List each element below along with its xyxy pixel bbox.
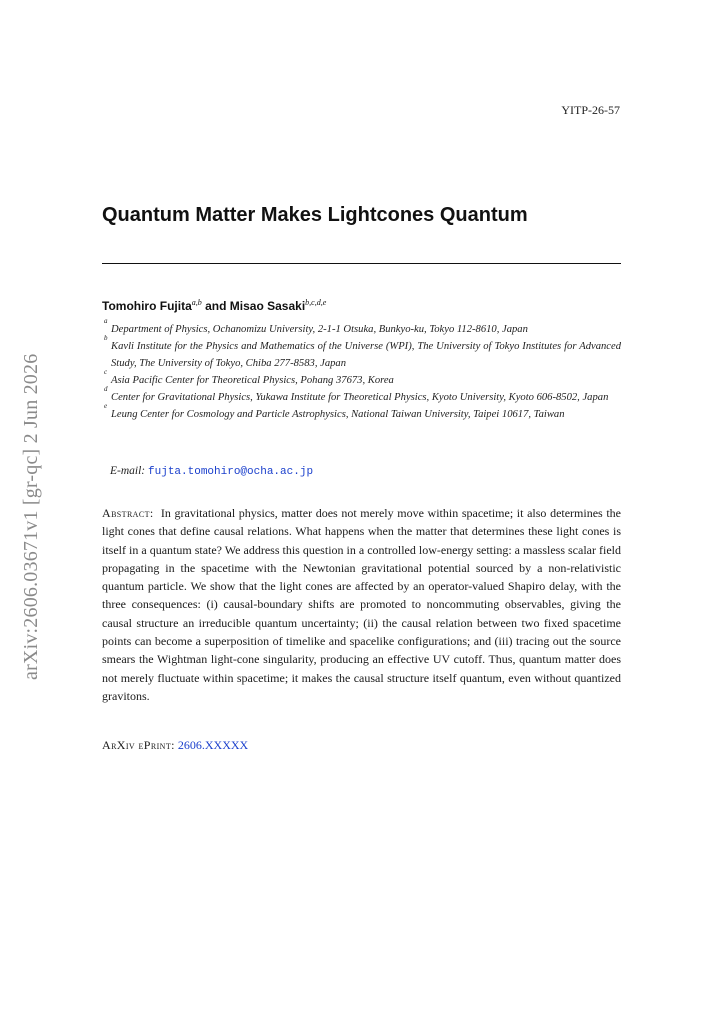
eprint-label: ArXiv ePrint: <box>102 738 175 752</box>
eprint-line <box>102 738 248 753</box>
affiliation-item <box>104 317 621 338</box>
eprint-link[interactable]: 2606.XXXXX <box>177 738 249 752</box>
affiliation-text: Kavli Institute for the Physics and Mathematics of the Universe (WPI), The University of Tokyo Institutes for Advanced Study, The University of Tokyo, Chiba 277-8583, Japan <box>111 341 621 369</box>
abstract-label: Abstract: <box>102 506 154 520</box>
affiliation-item <box>104 334 621 372</box>
abstract <box>102 504 621 705</box>
affiliation-mark: e <box>104 402 108 410</box>
report-number: YITP-26-57 <box>561 103 620 117</box>
affiliation-mark: b <box>104 334 108 342</box>
affiliation-text: Department of Physics, Ochanomizu University, 2-1-1 Otsuka, Bunkyo-ku, Tokyo 112-8610, Japan <box>111 324 528 335</box>
affiliation-text: Asia Pacific Center for Theoretical Physics, Pohang 37673, Korea <box>111 375 394 386</box>
author-list <box>102 298 326 313</box>
affiliation-item <box>104 402 621 423</box>
affiliation-list <box>104 317 621 423</box>
author-affiliation-marks: b,c,d,e <box>305 298 327 307</box>
affiliation-mark: c <box>104 368 108 376</box>
affiliation-text: Center for Gravitational Physics, Yukawa Institute for Theoretical Physics, Kyoto University, Kyoto 606-8502, Japan <box>111 392 609 403</box>
arxiv-identifier-stamp[interactable]: arXiv:2606.03671v1 [gr-qc] 2 Jun 2026 <box>20 353 42 680</box>
author-name: Misao Sasaki <box>229 299 306 313</box>
author-affiliation-marks: a,b <box>191 298 202 307</box>
affiliation-mark: a <box>104 317 108 325</box>
affiliation-mark: d <box>104 385 108 393</box>
affiliation-item <box>104 385 621 406</box>
author-joiner: and <box>201 299 230 313</box>
abstract-text: In gravitational physics, matter does not merely move within spacetime; it also determines the light cones that define causal relations. What happens when the matter that determines these light cones is itself in a quantum state? We address this question in a controlled low-energy setting: a massless scalar field propagating in the spacetime with the Newtonian gravitational potential sourced by a non-relativistic quantum particle. We show that the light cones are affected by an operator-valued Shapiro delay, with the three consequences: (i) causal-boundary shifts are promoted to noncommuting observables, giving the causal structure an irreducible quantum uncertainty; (ii) the causal relation between two fixed spacetime points can become a superposition of timelike and spacelike configurations; and (iii) tracing out the source smears the Wightman light-cone singularity, producing an effective UV cutoff. Thus, quantum matter does not merely fluctuate within spacetime; it makes the causal structure itself quantum, even without quantized gravitons. <box>102 506 622 703</box>
email-link[interactable]: fujta.tomohiro@ocha.ac.jp <box>148 466 314 478</box>
affiliation-item <box>104 368 621 389</box>
affiliation-text: Leung Center for Cosmology and Particle Astrophysics, National Taiwan University, Taipei 10617, Taiwan <box>111 409 565 420</box>
paper-title: Quantum Matter Makes Lightcones Quantum <box>102 204 528 226</box>
title-rule <box>102 263 621 264</box>
author-name: Tomohiro Fujita <box>102 299 192 313</box>
contact-email <box>110 465 313 478</box>
email-label: E-mail: <box>110 465 146 477</box>
